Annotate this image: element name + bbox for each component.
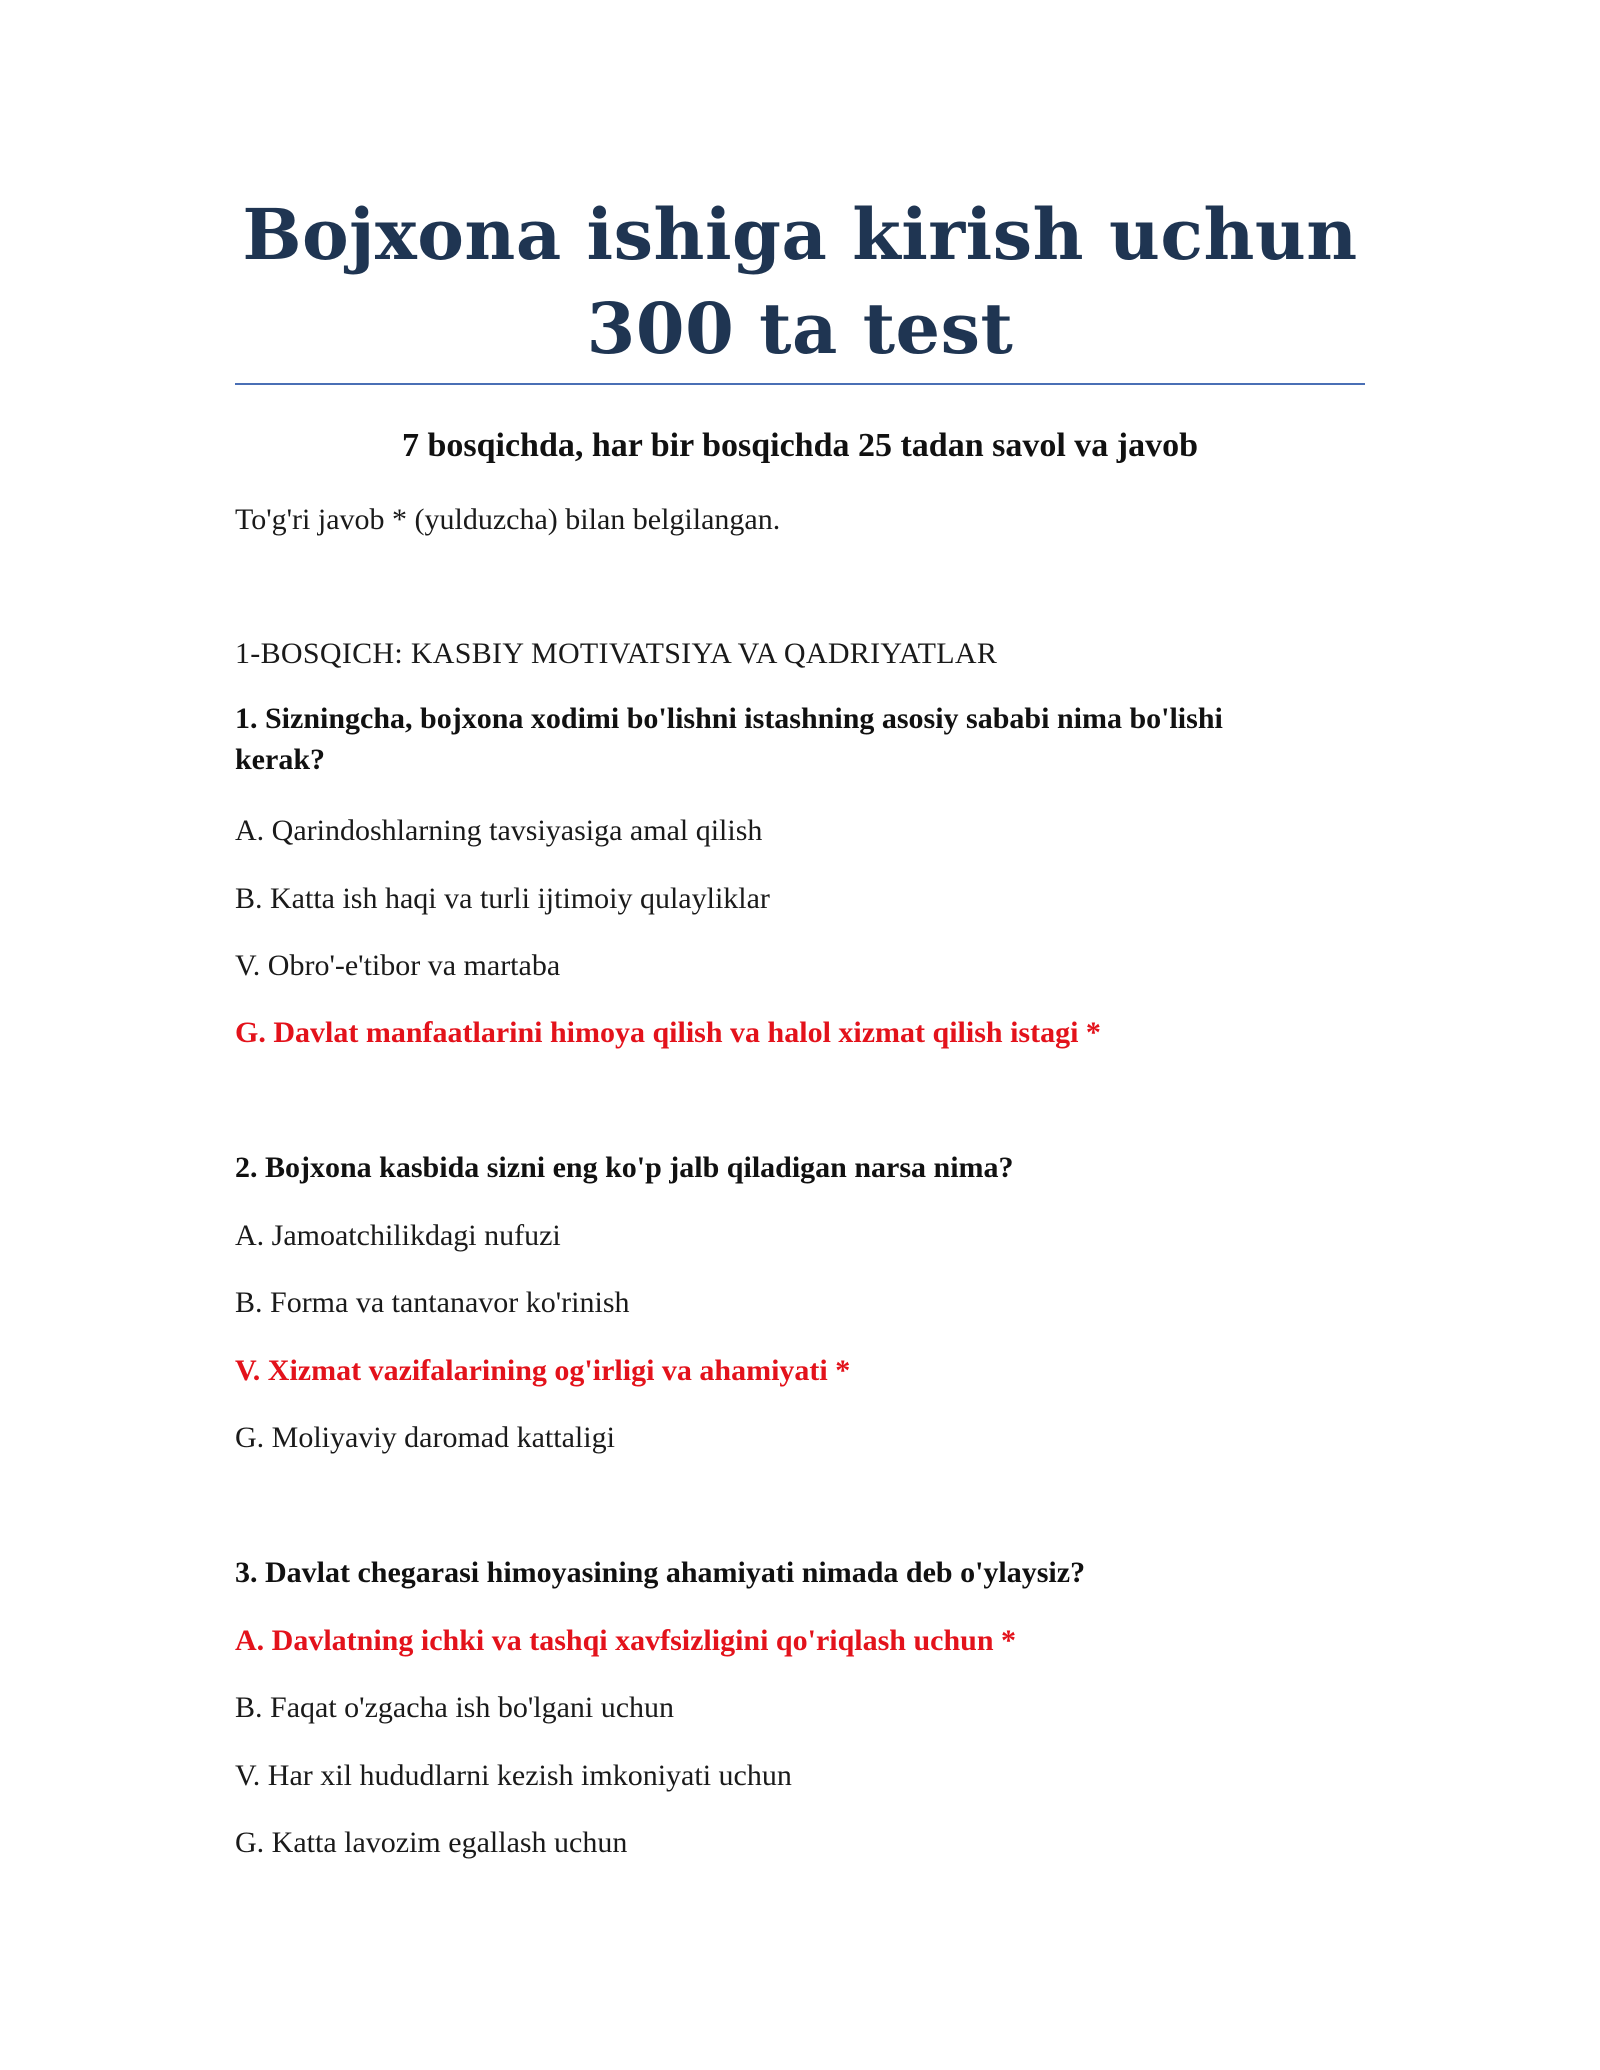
question-2-option-b: B. Forma va tantanavor ko'rinish — [235, 1286, 630, 1319]
question-2-option-v-correct: V. Xizmat vazifalarining og'irligi va ahamiyati * — [235, 1354, 851, 1387]
question-3-option-v: V. Har xil hududlarni kezish imkoniyati uchun — [235, 1759, 792, 1792]
question-2: 2. Bojxona kasbida sizni eng ko'p jalb qiladigan narsa nima? — [235, 1151, 1014, 1184]
answer-key-note: To'g'ri javob * (yulduzcha) bilan belgilangan. — [235, 503, 781, 536]
question-2-option-a: A. Jamoatchilikdagi nufuzi — [235, 1219, 561, 1252]
question-3-option-g: G. Katta lavozim egallash uchun — [235, 1826, 628, 1859]
question-1-option-v: V. Obro'-e'tibor va martaba — [235, 949, 561, 982]
question-3-option-a-correct: A. Davlatning ichki va tashqi xavfsizligini qo'riqlash uchun * — [235, 1624, 1017, 1657]
question-1-option-a: A. Qarindoshlarning tavsiyasiga amal qilish — [235, 814, 763, 847]
question-3: 3. Davlat chegarasi himoyasining ahamiyati nimada deb o'ylaysiz? — [235, 1556, 1086, 1589]
question-1-option-g-correct: G. Davlat manfaatlarini himoya qilish va halol xizmat qilish istagi * — [235, 1016, 1101, 1049]
document-title: Bojxona ishiga kirish uchun 300 ta test — [242, 193, 1358, 370]
title-divider — [235, 383, 1365, 385]
question-3-option-b: B. Faqat o'zgacha ish bo'lgani uchun — [235, 1691, 675, 1724]
question-1: 1. Sizningcha, bojxona xodimi bo'lishni istashning asosiy sababi nima bo'lishi kerak? — [235, 702, 1223, 776]
document-subtitle: 7 bosqichda, har bir bosqichda 25 tadan savol va javob — [401, 427, 1199, 464]
stage-heading: 1-BOSQICH: KASBIY MOTIVATSIYA VA QADRIYATLAR — [235, 637, 998, 670]
question-2-option-g: G. Moliyaviy daromad kattaligi — [235, 1421, 615, 1454]
question-1-option-b: B. Katta ish haqi va turli ijtimoiy qulayliklar — [235, 882, 770, 915]
